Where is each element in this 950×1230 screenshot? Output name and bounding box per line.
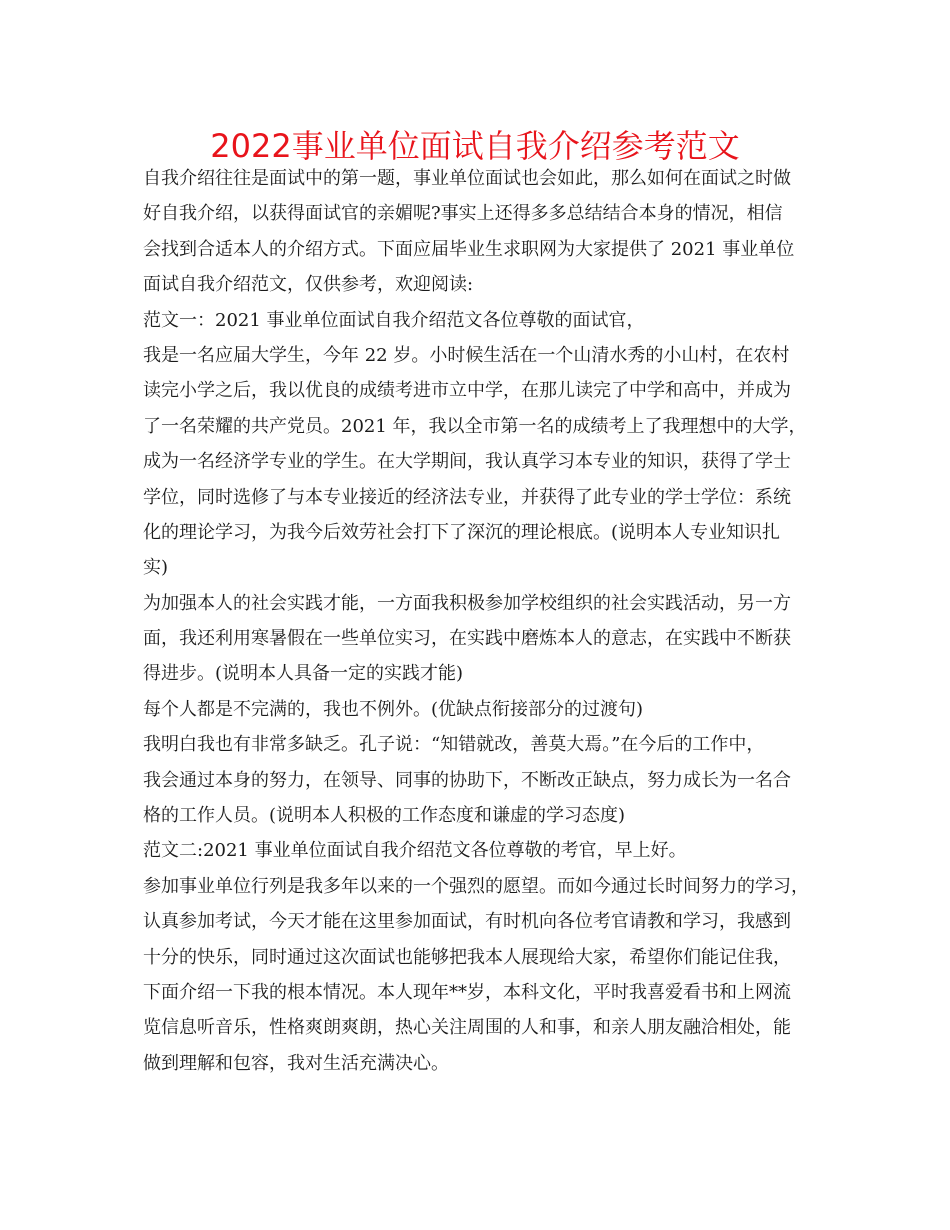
text-line: 自我介绍往往是面试中的第一题，事业单位面试也会如此，那么如何在面试之时做 xyxy=(143,168,791,189)
text-line: 学位，同时选修了与本专业接近的经济法专业，并获得了此专业的学士学位：系统 xyxy=(143,486,791,508)
text-line: 范文二:2021 事业单位面试自我介绍范文各位尊敬的考官，早上好。 xyxy=(143,840,687,862)
text-line: 得进步。(说明本人具备一定的实践才能) xyxy=(143,663,464,685)
text-line: 为加强本人的社会实践才能，一方面我积极参加学校组织的社会实践活动，另一方 xyxy=(143,592,791,614)
text-line: 览信息听音乐，性格爽朗爽朗，热心关注周围的人和事，和亲人朋友融洽相处，能 xyxy=(143,1017,791,1039)
text-line: 范文一：2021 事业单位面试自我介绍范文各位尊敬的面试官， xyxy=(143,309,645,331)
text-line: 会找到合适本人的介绍方式。下面应届毕业生求职网为大家提供了 2021 事业单位 xyxy=(143,238,795,260)
text-line: 读完小学之后，我以优良的成绩考进市立中学，在那儿读完了中学和高中，并成为 xyxy=(143,380,791,402)
text-line: 我会通过本身的努力，在领导、同事的协助下，不断改正缺点，努力成长为一名合 xyxy=(143,769,791,791)
text-line: 认真参加考试，今天才能在这里参加面试，有时机向各位考官请教和学习，我感到 xyxy=(143,911,791,933)
text-line: 格的工作人员。(说明本人积极的工作态度和谦虚的学习态度) xyxy=(143,805,626,827)
document-title: 2022事业单位面试自我介绍参考范文 xyxy=(210,127,740,165)
document-body xyxy=(143,161,833,1081)
text-line: 参加事业单位行列是我多年以来的一个强烈的愿望。而如今通过长时间努力的学习， xyxy=(143,875,809,897)
text-line: 下面介绍一下我的根本情况。本人现年**岁，本科文化，平时我喜爱看书和上网流 xyxy=(143,981,791,1003)
text-line: 面试自我介绍范文，仅供参考，欢迎阅读: xyxy=(143,274,474,296)
text-line: 我是一名应届大学生，今年 22 岁。小时候生活在一个山清水秀的小山村，在农村 xyxy=(143,344,790,366)
text-line: 化的理论学习，为我今后效劳社会打下了深沉的理论根底。(说明本人专业知识扎 xyxy=(143,521,781,543)
text-line: 实) xyxy=(143,557,169,579)
text-line: 每个人都是不完满的，我也不例外。(优缺点衔接部分的过渡句) xyxy=(143,698,644,720)
text-line: 成为一名经济学专业的学生。在大学期间，我认真学习本专业的知识，获得了学士 xyxy=(143,451,791,473)
text-line: 好自我介绍，以获得面试官的亲媚呢?事实上还得多多总结结合本身的情况，相信 xyxy=(143,203,783,225)
text-line: 我明白我也有非常多缺乏。孔子说：“知错就改，善莫大焉。”在今后的工作中， xyxy=(143,734,765,756)
text-line: 十分的快乐，同时通过这次面试也能够把我本人展现给大家，希望你们能记住我， xyxy=(143,946,791,968)
text-line: 了一名荣耀的共产党员。2021 年，我以全市第一名的成绩考上了我理想中的大学， xyxy=(143,415,807,437)
text-line: 面，我还利用寒暑假在一些单位实习，在实践中磨炼本人的意志，在实践中不断获 xyxy=(143,628,791,650)
text-line: 做到理解和包容，我对生活充满决心。 xyxy=(143,1052,449,1074)
